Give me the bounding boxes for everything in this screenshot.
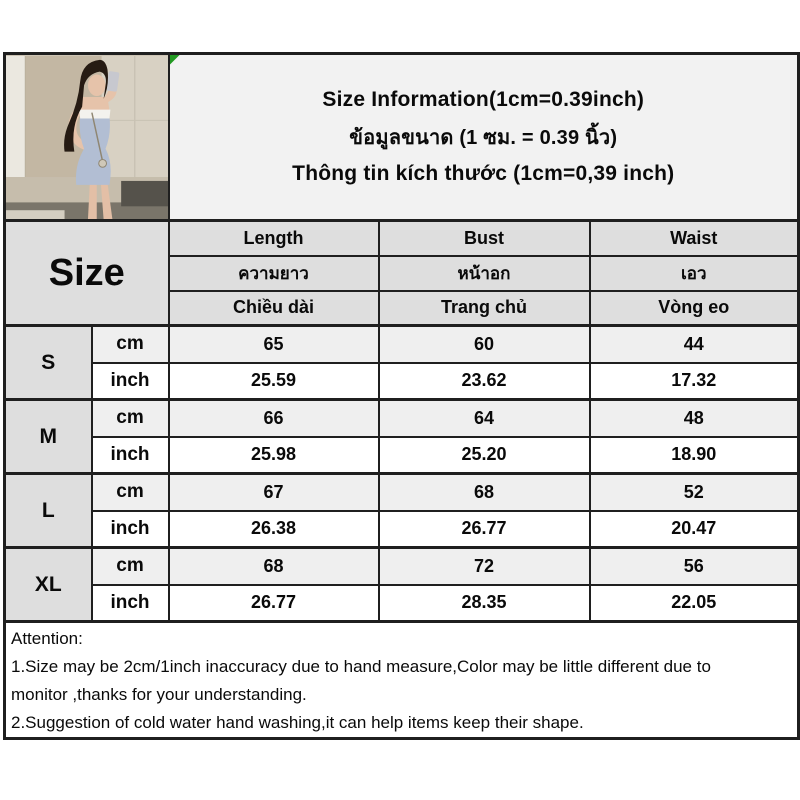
measurement-cell: 23.62 [379,363,590,400]
size-chart [3,52,797,740]
column-header-waist-th: เอว [590,256,799,291]
column-header-length-th: ความยาว [169,256,379,291]
product-photo-cell [5,54,169,221]
column-header-length-vi: Chiều dài [169,291,379,326]
measurement-cell: 26.77 [379,511,590,548]
measurement-cell: 25.20 [379,437,590,474]
size-row-label-m: M [5,400,92,474]
measurement-cell: 48 [590,400,799,437]
measurement-cell: 56 [590,548,799,585]
column-header-bust-th: หน้าอก [379,256,590,291]
measurement-cell: 20.47 [590,511,799,548]
title-english: Size Information(1cm=0.39inch) [322,88,645,111]
measurement-cell: 26.77 [169,585,379,622]
measurement-cell: 18.90 [590,437,799,474]
column-header-length-en: Length [169,221,379,256]
attention-section [5,622,799,739]
corner-marker-icon [170,55,180,65]
column-header-waist-vi: Vòng eo [590,291,799,326]
size-header-cell: Size [5,221,169,326]
product-photo-illustration [6,56,168,219]
measurement-cell: 52 [590,474,799,511]
unit-cell-cm: cm [92,326,169,363]
unit-cell-inch: inch [92,511,169,548]
title-vietnamese: Thông tin kích thước (1cm=0,39 inch) [292,162,675,185]
title-thai: ข้อมูลขนาด (1 ซม. = 0.39 นิ้ว) [349,127,618,149]
unit-cell-inch: inch [92,585,169,622]
column-header-bust-vi: Trang chủ [379,291,590,326]
attention-note-1: 1.Size may be 2cm/1inch inaccuracy due to hand measure,Color may be little different due to monitor ,thanks for your understanding. [11,657,711,704]
measurement-cell: 65 [169,326,379,363]
unit-cell-inch: inch [92,363,169,400]
unit-cell-cm: cm [92,548,169,585]
measurement-cell: 25.98 [169,437,379,474]
size-row-label-l: L [5,474,92,548]
unit-cell-inch: inch [92,437,169,474]
unit-cell-cm: cm [92,474,169,511]
measurement-cell: 68 [169,548,379,585]
measurement-cell: 22.05 [590,585,799,622]
measurement-cell: 17.32 [590,363,799,400]
measurement-cell: 25.59 [169,363,379,400]
measurement-cell: 67 [169,474,379,511]
measurement-cell: 68 [379,474,590,511]
size-row-label-xl: XL [5,548,92,622]
column-header-bust-en: Bust [379,221,590,256]
measurement-cell: 64 [379,400,590,437]
measurement-cell: 26.38 [169,511,379,548]
size-row-label-s: S [5,326,92,400]
size-info-title-cell [169,54,799,221]
measurement-cell: 72 [379,548,590,585]
column-header-waist-en: Waist [590,221,799,256]
size-info-title [170,88,798,186]
measurement-cell: 44 [590,326,799,363]
measurement-cell: 60 [379,326,590,363]
unit-cell-cm: cm [92,400,169,437]
attention-note-2: 2.Suggestion of cold water hand washing,it can help items keep their shape. [11,713,584,732]
measurement-cell: 28.35 [379,585,590,622]
attention-heading: Attention: [11,629,83,648]
size-table [3,52,800,740]
measurement-cell: 66 [169,400,379,437]
